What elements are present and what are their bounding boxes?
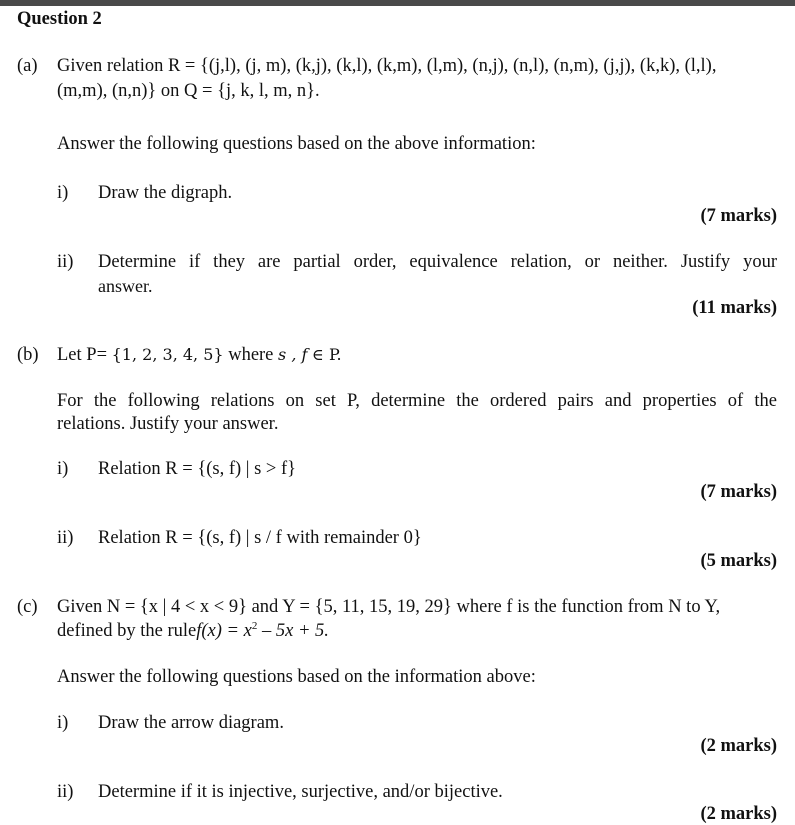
part-c-given-line1: Given N = {x | 4 < x < 9} and Y = {5, 11, 15, 19, 29} where f is the function from N to Y, (57, 597, 721, 617)
function-fx: f(x) (196, 621, 222, 641)
function-tail: – 5x + 5. (261, 621, 329, 641)
part-b-instruction-line1: For the following relations on set P, determine the ordered pairs and properties of the (57, 391, 777, 411)
set-p-values: {1, 2, 3, 4, 5} (111, 345, 224, 364)
part-a-given-line1: Given relation R = {(j,l), (j, m), (k,j), (k,l), (k,m), (l,m), (n,j), (n,l), (n,m), (j,j), (k,k), (l,l), (57, 56, 717, 76)
part-c-given-line2 (57, 620, 329, 642)
part-b-i-text: Relation R = {(s, f) | s > f} (98, 459, 297, 479)
part-a-instruction: Answer the following questions based on the above information: (57, 134, 536, 154)
question-title: Question 2 (17, 9, 102, 29)
part-c-ii-text: Determine if it is injective, surjective, and/or bijective. (98, 782, 503, 802)
part-c-ii-label: ii) (57, 782, 74, 802)
part-a-i-marks: (7 marks) (700, 206, 777, 226)
part-a-label: (a) (17, 56, 38, 76)
function-eq: = x (226, 621, 252, 641)
part-a-i-label: i) (57, 183, 69, 203)
part-a-ii-text-line1: Determine if they are partial order, equivalence relation, or neither. Justify your (98, 252, 777, 272)
part-c-i-label: i) (57, 713, 69, 733)
part-a-ii-label: ii) (57, 252, 74, 272)
part-b-label: (b) (17, 345, 39, 365)
part-b-let-where: where (228, 345, 274, 365)
part-a-i-text: Draw the digraph. (98, 183, 233, 203)
part-a-ii-marks: (11 marks) (692, 298, 777, 318)
part-b-let-statement (57, 344, 342, 366)
exponent-2: 2 (251, 620, 258, 632)
part-c-i-text: Draw the arrow diagram. (98, 713, 284, 733)
part-b-i-label: i) (57, 459, 69, 479)
part-b-ii-marks: (5 marks) (700, 551, 777, 571)
part-c-label: (c) (17, 597, 38, 617)
part-a-given-line2: (m,m), (n,n)} on Q = {j, k, l, m, n}. (57, 81, 320, 101)
part-c-i-marks: (2 marks) (700, 736, 777, 756)
part-a-ii-text-line2: answer. (98, 276, 153, 296)
part-c-instruction: Answer the following questions based on the information above: (57, 667, 536, 687)
element-of-p: ∈ P (312, 345, 337, 364)
variables-s-f: s , f (278, 345, 308, 364)
part-b-let-end: . (336, 345, 342, 364)
part-b-instruction-line2: relations. Justify your answer. (57, 414, 279, 434)
part-b-i-marks: (7 marks) (700, 482, 777, 502)
part-c-ii-marks: (2 marks) (700, 804, 777, 824)
part-c-rule-prefix: defined by the rule (57, 621, 197, 641)
part-b-ii-text: Relation R = {(s, f) | s / f with remainder 0} (98, 528, 422, 548)
top-border (0, 0, 795, 6)
part-b-let-prefix: Let P= (57, 345, 107, 365)
part-b-ii-label: ii) (57, 528, 74, 548)
